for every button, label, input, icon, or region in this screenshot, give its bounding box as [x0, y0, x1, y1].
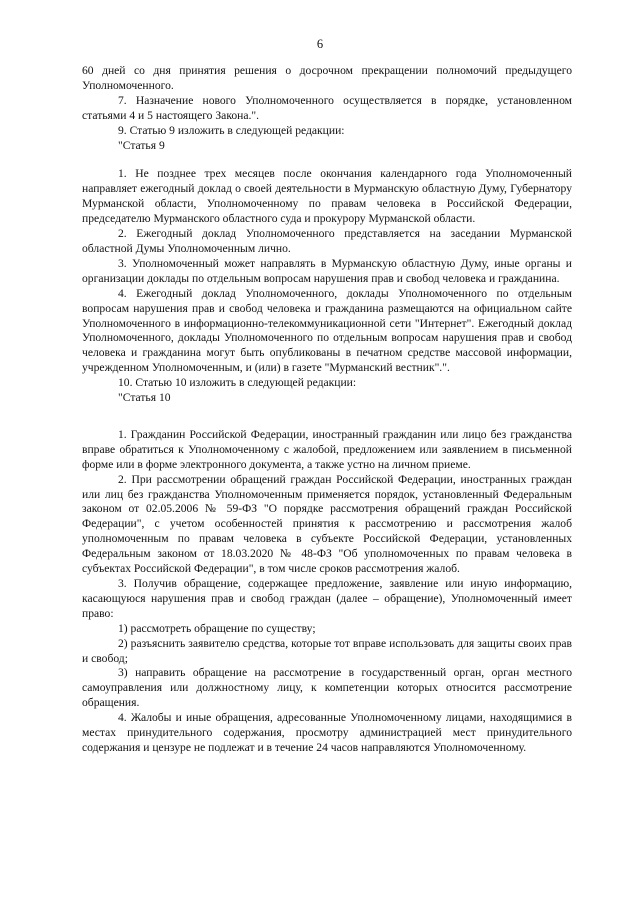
article-10-part-1: 1. Гражданин Российской Федерации, иностранный гражданин или лицо без гражданства вправе обратиться к Уполномоченному с жалобой, предложением или заявлением в письменной форме или в форме электронного документа, а также устно на личном приеме. — [82, 427, 572, 471]
article-9-part-1: 1. Не позднее трех месяцев после окончания календарного года Уполномоченный направляет ежегодный доклад о своей деятельности в Мурманскую областную Думу, Губернатору Мурманской области, Уполномоченному по правам человека в Российской Федерации, председателю Мурманского областного суда и прокурору Мурманской области. — [82, 167, 572, 226]
paragraph-continuation: 60 дней со дня принятия решения о досрочном прекращении полномочий предыдущего Уполномоченного. — [82, 64, 572, 92]
paragraph-amendment-9: 9. Статью 9 изложить в следующей редакции: — [118, 123, 345, 137]
spacer — [82, 153, 572, 167]
document-body — [82, 64, 572, 756]
article-9-heading: "Статья 9 — [118, 138, 165, 152]
article-10-part-3-item-1: 1) рассмотреть обращение по существу; — [118, 621, 316, 635]
article-10-part-2: 2. При рассмотрении обращений граждан Российской Федерации, иностранных граждан или лиц без гражданства Уполномоченным применяется порядок, установленный Федеральным законом от 02.05.2006 № 59-ФЗ "О порядке рассмотрения обращений граждан Российской Федерации", с учетом особенностей принятия к рассмотрению и рассмотрения жалоб уполномоченным по правам человека в субъекте Российской Федерации, установленных Федеральным законом от 18.03.2020 № 48-ФЗ "Об уполномоченных по правам человека в субъектах Российской Федерации", в том числе сроков рассмотрения жалоб. — [82, 472, 572, 576]
article-10-heading: "Статья 10 — [118, 391, 171, 405]
article-10-part-4: 4. Жалобы и иные обращения, адресованные Уполномоченному лицами, находящимися в местах принудительного содержания, просмотру администрацией мест принудительного содержания и цензуре не подлежат и в течение 24 часов направляются Уполномоченному. — [82, 711, 572, 754]
spacer — [82, 406, 572, 428]
paragraph-amendment-10: 10. Статью 10 изложить в следующей редакции: — [118, 376, 357, 390]
article-9-part-4: 4. Ежегодный доклад Уполномоченного, доклады Уполномоченного по отдельным вопросам нарушения прав и свобод человека и гражданина размещаются на официальном сайте Уполномоченного в информационно-телекоммуникационной сети "Интернет". Ежегодный доклад Уполномоченного, доклады Уполномоченного по отдельным вопросам нарушения прав и свобод человека и гражданина могут быть опубликованы в печатном средстве массовой информации, учрежденном Уполномоченным, и (или) в газете "Мурманский вестник".". — [82, 286, 572, 375]
paragraph-item-7: 7. Назначение нового Уполномоченного осуществляется в порядке, установленном статьями 4 и 5 настоящего Закона.". — [82, 93, 572, 122]
article-10-part-3-item-3: 3) направить обращение на рассмотрение в государственный орган, орган местного самоуправления или должностному лицу, к компетенции которых относится рассмотрение обращения. — [82, 666, 572, 710]
article-9-part-3: 3. Уполномоченный может направлять в Мурманскую областную Думу, иные органы и организации доклады по отдельным вопросам нарушения прав и свобод человека и гражданина. — [82, 256, 572, 285]
article-9-part-2: 2. Ежегодный доклад Уполномоченного представляется на заседании Мурманской областной Думы Уполномоченным лично. — [82, 227, 572, 255]
article-10-part-3: 3. Получив обращение, содержащее предложение, заявление или иную информацию, касающуюся нарушения прав и свобод граждан (далее – обращение), Уполномоченный имеет право: — [82, 577, 572, 620]
article-10-part-3-item-2: 2) разъяснить заявителю средства, которые тот вправе использовать для защиты своих прав и свобод; — [82, 636, 572, 665]
page-number: 6 — [316, 37, 324, 51]
